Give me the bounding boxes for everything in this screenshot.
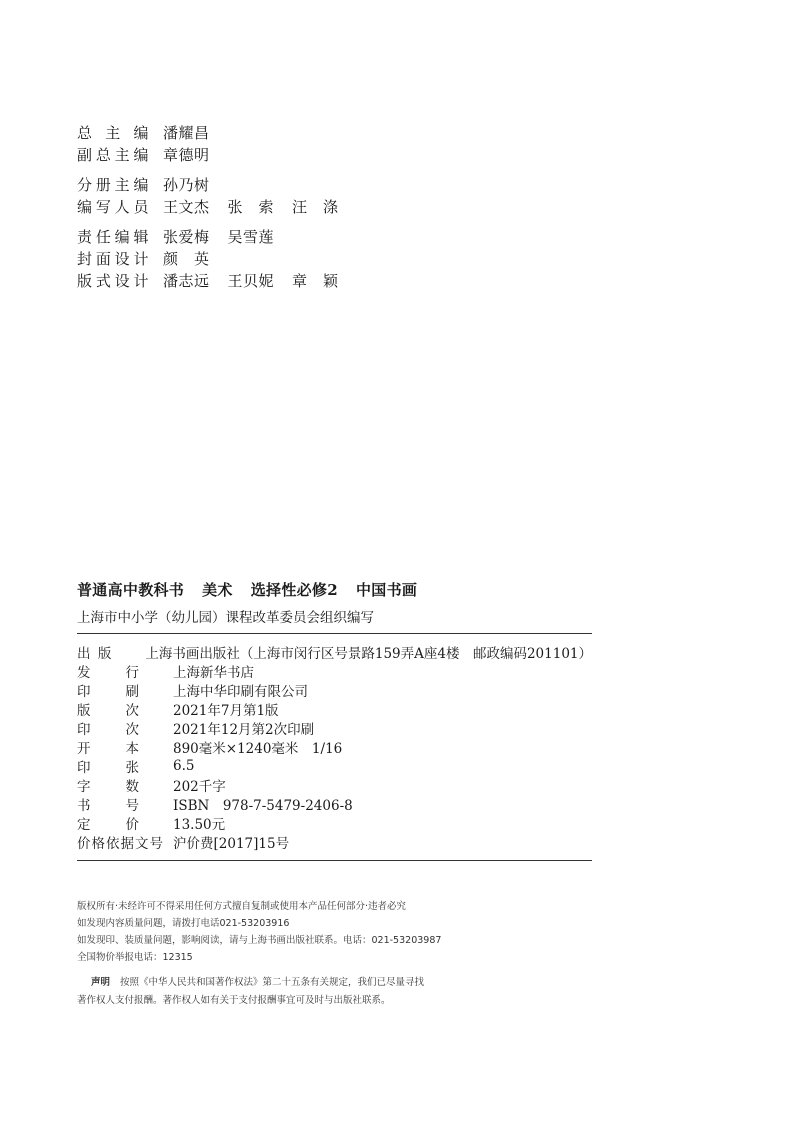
copyright-notices [77,898,637,966]
credit-name: 孙乃树 [163,175,210,194]
credit-role: 总 主 编 [77,123,149,142]
credit-row [77,143,497,165]
info-row [77,795,592,814]
top-divider [77,633,592,634]
info-label: 版 次 [77,702,139,719]
credit-name: 吴雪莲 [227,227,275,246]
info-value: ISBN 978-7-5479-2406-8 [173,798,353,815]
info-row [77,718,592,737]
credit-names [163,122,210,143]
info-value: 13.50元 [173,817,226,834]
credit-names [163,270,339,291]
info-value: 202千字 [173,779,226,796]
book-title-part: 美术 [202,581,233,599]
compiler-line: 上海市中小学（幼儿园）课程改革委员会组织编写 [77,610,374,626]
credit-name: 张爱梅 [163,227,210,246]
book-title-part: 选择性必修2 [250,581,338,599]
credit-name: 潘耀昌 [163,123,210,142]
credit-name: 汪 涤 [292,197,339,216]
info-row [77,814,592,833]
credit-name: 颜 英 [163,249,210,268]
book-title-part: 中国书画 [355,581,418,599]
info-row [77,776,592,795]
credit-name: 章德明 [163,145,210,164]
info-label: 价 格 依 据 文 号 [77,836,163,853]
credit-row [77,195,497,217]
credit-row [77,121,497,143]
credit-names [163,196,339,217]
publication-info-table [77,642,592,852]
info-row [77,833,592,852]
credit-name: 章 颖 [292,271,339,290]
copyright-statement [77,974,457,1010]
book-title [77,579,435,600]
credit-names [163,174,210,195]
info-value: 沪价费[2017]15号 [173,836,290,853]
credit-name: 张 索 [227,197,275,216]
info-label: 印 刷 [77,683,139,700]
info-value: 890毫米×1240毫米 1/16 [173,741,343,758]
info-label: 印 次 [77,721,139,738]
credit-name: 潘志远 [163,271,210,290]
credits-block [77,121,497,291]
info-value: 上海中华印刷有限公司 [173,683,308,700]
info-label: 发 行 [77,664,139,681]
credit-role: 版 式 设 计 [77,271,149,290]
statement-text-cont: 著作权人支付报酬。著作权人如有关于支付报酬事宜可及时与出版社联系。 [77,995,391,1006]
notice-line: 版权所有·未经许可不得采用任何方式擅自复制或使用本产品任何部分·违者必究 [77,901,407,912]
credit-role: 编 写 人 员 [77,197,149,216]
info-row [77,699,592,718]
info-label: 出 版 [77,645,112,662]
credit-row [77,173,497,195]
credit-role: 封 面 设 计 [77,249,149,268]
info-row [77,737,592,756]
statement-label: 声明 [91,977,111,988]
bottom-divider [77,860,592,861]
statement-text: 按照《中华人民共和国著作权法》第二十五条有关规定，我们已尽量寻找 [120,977,425,988]
credit-role: 副 总 主 编 [77,145,149,164]
info-row [77,642,592,661]
info-row [77,661,592,680]
credit-row [77,247,497,269]
credit-names [163,226,274,247]
info-label: 字 数 [77,779,139,796]
info-label: 开 本 [77,741,139,758]
info-value: 上海新华书店 [173,664,254,681]
credit-names [163,144,210,165]
info-label: 书 号 [77,798,139,815]
credit-name: 王文杰 [163,197,210,216]
credit-names [163,248,210,269]
credit-row [77,225,497,247]
notice-line: 如发现印、装质量问题，影响阅读，请与上海书画出版社联系。电话：021-53203987 [77,935,442,946]
info-value: 上海书画出版社（上海市闵行区号景路159弄A座4楼 邮政编码201101） [145,645,592,662]
credit-name: 王贝妮 [227,271,275,290]
credit-role: 分 册 主 编 [77,175,149,194]
info-label: 定 价 [77,817,139,834]
notice-line: 如发现内容质量问题，请拨打电话021-53203916 [77,918,290,929]
info-label: 印 张 [77,760,139,777]
info-value: 2021年7月第1版 [173,702,279,719]
notice-line: 全国物价举报电话：12315 [77,952,193,963]
info-row [77,680,592,699]
info-row [77,757,592,776]
credit-role: 责 任 编 辑 [77,227,149,246]
info-value: 2021年12月第2次印刷 [173,721,315,738]
info-value: 6.5 [173,758,195,775]
book-title-part: 普通高中教科书 [77,581,185,599]
credit-row [77,269,497,291]
